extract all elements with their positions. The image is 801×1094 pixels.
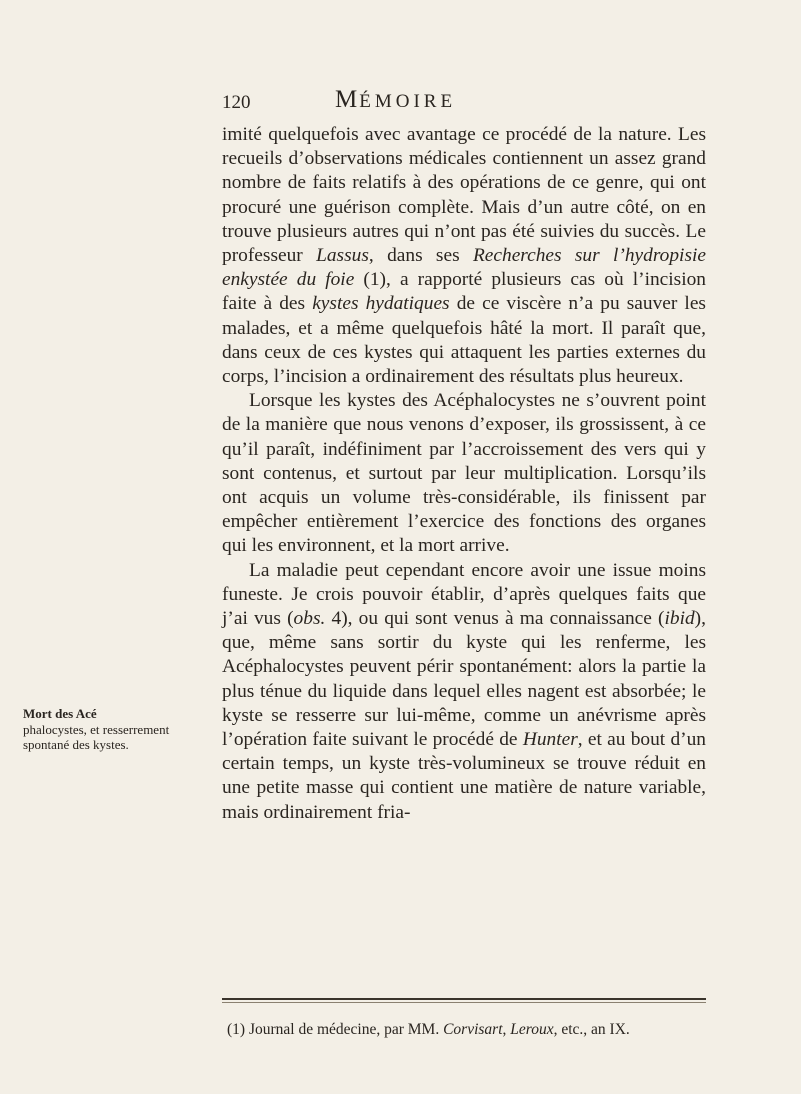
footnote-italic-leroux: Leroux xyxy=(510,1021,554,1038)
p1-text-2: , dans ses xyxy=(368,245,473,267)
running-title-initial: M xyxy=(335,86,360,113)
p3-text-1: La maladie peut cependant encore avoir une issue moins funeste. Je crois pouvoir établir, d’après quelques faits que j’ai vus ( xyxy=(222,559,706,630)
p1-italic-title: Recherches sur l’hydropisie enkystée du foie xyxy=(222,245,706,291)
running-title xyxy=(335,86,456,114)
paragraph-2: Lorsque les kystes des Acéphalocystes ne s’ouvrent point de la manière que nous venons d’exposer, ils grossissent, à ce qu’il paraît, indéfiniment par l’accroissement des vers qui y sont contenus, et surtout par leur multiplication. Lorsqu’ils ont acquis un volume très-considérable, ils finissent par empêcher entièrement l’exercice des fonctions des organes qui les environnent, et la mort arrive. xyxy=(222,390,706,557)
p1-text-1: imité quelquefois avec avantage ce procédé de la nature. Les recueils d’observations médicales contiennent un assez grand nombre de faits relatifs à des opérations de ce genre, qui ont procuré une guérison complète. Mais d’un autre côté, on en trouve plusieurs autres qui n’ont pas été suivies du succès. Le professeur xyxy=(222,124,706,267)
footnote xyxy=(227,1020,711,1040)
margin-note-rest: phalocystes, et resserrement spontané des kystes. xyxy=(23,721,170,752)
paragraph-1 xyxy=(222,123,706,389)
p3-text-4: , et au bout d’un certain temps, un kyste très-volumineux se trouve réduit en une petite masse qui contient une matière de nature variable, mais ordinairement fria- xyxy=(222,729,706,823)
page-number: 120 xyxy=(222,92,251,113)
running-title-rest: ÉMOIRE xyxy=(359,91,457,112)
footnote-italic-corvisart: Corvisart xyxy=(443,1021,503,1038)
p3-italic-hunter: Hunter xyxy=(522,729,578,751)
p3-text-3: ), que, même sans sortir du kyste qui les renferme, les Acéphalocystes peuvent périr spontanément: alors la partie la plus ténue du liquide dans lequel elles nagent est absorbée; le kyste se resserre sur lui-même, comme un anévrisme après l’opération faite suivant le procédé de xyxy=(222,608,706,751)
page-header xyxy=(222,88,712,118)
p1-text-4: de ce viscère n’a pu sauver les malades, et a même quelquefois hâté la mort. Il paraît que, dans ceux de ces kystes qui attaquent les parties externes du corps, l’incision a ordinairement des résultats plus heureux. xyxy=(222,293,706,388)
margin-note-line1: Mort des Acé xyxy=(23,706,97,721)
footnote-rule-thin xyxy=(222,1002,706,1003)
body-text xyxy=(222,123,706,825)
p1-italic-lassus: Lassus xyxy=(316,245,369,267)
footnote-text-2: , xyxy=(502,1021,511,1038)
p1-text-3: (1), a rapporté plusieurs cas où l’incision faite à des xyxy=(222,269,706,315)
p3-italic-obs: obs. xyxy=(293,608,326,630)
margin-note xyxy=(23,706,195,753)
p3-italic-ibid: ibid xyxy=(664,608,695,630)
footnote-text-1: (1) Journal de médecine, par MM. xyxy=(227,1021,444,1038)
p3-text-2: 4), ou qui sont venus à ma connaissance ( xyxy=(325,608,665,630)
paragraph-3 xyxy=(222,559,706,825)
p1-italic-kystes: kystes hydatiques xyxy=(312,293,450,315)
footnote-rule xyxy=(222,998,706,1000)
footnote-text-3: , etc., an IX. xyxy=(553,1021,630,1038)
